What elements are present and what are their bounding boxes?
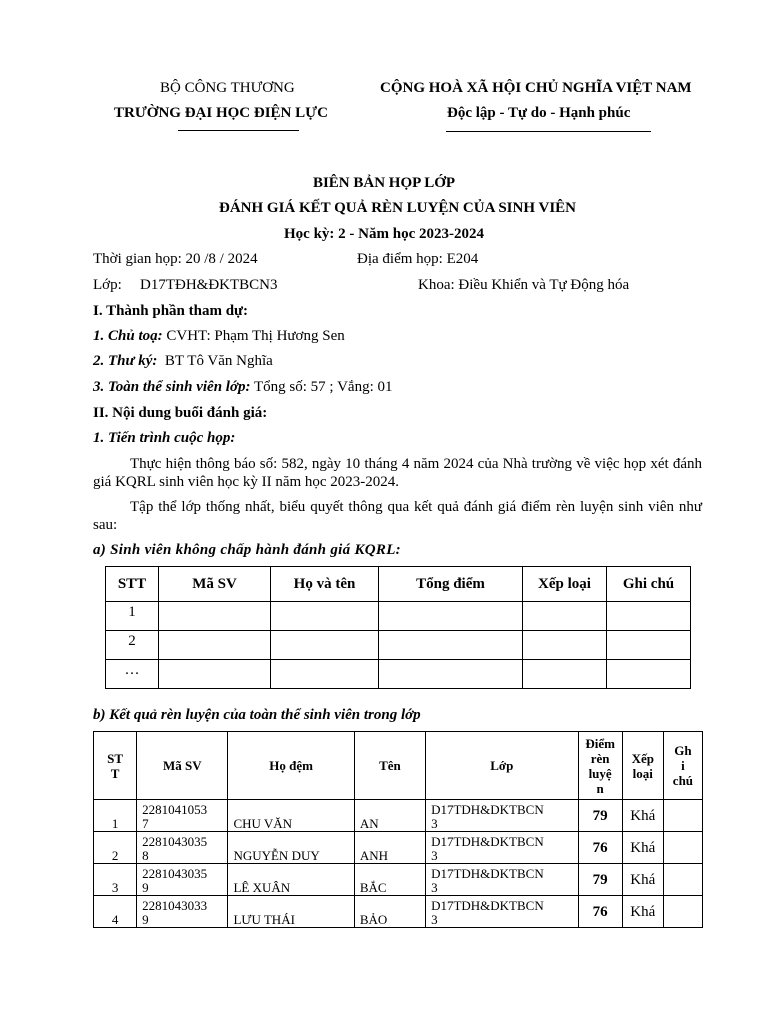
table-b-header: Họ đệm [228, 732, 354, 800]
students-label: 3. Toàn thể sinh viên lớp: [93, 379, 251, 395]
last-middle-name-cell: LÊ XUÂN [228, 864, 354, 896]
stt-cell: 2 [106, 631, 159, 660]
university-name: TRƯỜNG ĐẠI HỌC ĐIỆN LỰC [114, 105, 328, 121]
table-b-header: Tên [354, 732, 425, 800]
student-id-cell: 2281043035 8 [137, 832, 228, 864]
university-underline [178, 130, 299, 131]
table-a-header: Xếp loại [523, 567, 607, 602]
secretary-value: BT Tô Văn Nghĩa [157, 353, 273, 369]
last-middle-name-cell: CHU VĂN [228, 800, 354, 832]
table-a-header-row [106, 567, 691, 602]
nation-name: CỘNG HOÀ XÃ HỘI CHỦ NGHĨA VIỆT NAM [380, 80, 692, 96]
ministry-name: BỘ CÔNG THƯƠNG [160, 80, 295, 96]
stt-cell: 1 [106, 602, 159, 631]
rank-cell: Khá [622, 800, 663, 832]
meeting-time: Thời gian họp: 20 /8 / 2024 [93, 251, 258, 267]
stt-cell: 2 [94, 832, 137, 864]
section1-heading: I. Thành phần tham dự: [93, 303, 249, 319]
first-name-cell: ANH [354, 832, 425, 864]
table-a-header: Ghi chú [607, 567, 691, 602]
table-b-header: Mã SV [137, 732, 228, 800]
table-b-header: Xếp loại [622, 732, 663, 800]
note-cell [663, 800, 702, 832]
score-cell: 76 [578, 896, 622, 928]
table-row [94, 832, 703, 864]
meeting-location: Địa điểm họp: E204 [357, 251, 479, 267]
table-a-caption: a) Sinh viên không chấp hành đánh giá KQRL: [93, 542, 401, 558]
secretary-label: 2. Thư ký: [93, 353, 158, 369]
table-row [94, 896, 703, 928]
meeting-process-heading: 1. Tiến trình cuộc họp: [93, 430, 236, 446]
doc-term: Học kỳ: 2 - Năm học 2023-2024 [284, 226, 484, 242]
section2-heading: II. Nội dung buổi đánh giá: [93, 405, 268, 421]
chair-value: CVHT: Phạm Thị Hương Sen [162, 328, 345, 344]
stt-cell: 4 [94, 896, 137, 928]
table-row [94, 864, 703, 896]
table-a-header: Họ và tên [271, 567, 379, 602]
score-cell: 79 [578, 800, 622, 832]
first-name-cell: BẢO [354, 896, 425, 928]
class-cell: D17TDH&DKTBCN 3 [426, 896, 579, 928]
class-cell: D17TDH&DKTBCN 3 [426, 832, 579, 864]
last-middle-name-cell: LƯU THÁI [228, 896, 354, 928]
stt-cell: 3 [94, 864, 137, 896]
student-id-cell: 2281043033 9 [137, 896, 228, 928]
table-row [106, 602, 691, 631]
rank-cell: Khá [622, 896, 663, 928]
paragraph-notice: Thực hiện thông báo số: 582, ngày 10 tháng 4 năm 2024 của Nhà trường về việc họp xét đánh giá KQRL sinh viên học kỳ II năm học 2023-2024. [93, 456, 702, 490]
faculty: Khoa: Điều Khiển và Tự Động hóa [418, 277, 630, 293]
student-id-cell: 2281043035 9 [137, 864, 228, 896]
paragraph-vote: Tập thể lớp thống nhất, biểu quyết thông qua kết quả đánh giá điểm rèn luyện sinh viên như sau: [93, 499, 702, 533]
table-row [106, 660, 691, 689]
last-middle-name-cell: NGUYỄN DUY [228, 832, 354, 864]
score-cell: 79 [578, 864, 622, 896]
note-cell [663, 832, 702, 864]
first-name-cell: AN [354, 800, 425, 832]
doc-title: BIÊN BẢN HỌP LỚP [312, 175, 456, 191]
rank-cell: Khá [622, 864, 663, 896]
doc-subtitle: ĐÁNH GIÁ KẾT QUẢ RÈN LUYỆN CỦA SINH VIÊN [218, 200, 576, 216]
nation-motto: Độc lập - Tự do - Hạnh phúc [447, 105, 631, 121]
table-b-header: Gh i chú [663, 732, 702, 800]
student-id-cell: 2281041053 7 [137, 800, 228, 832]
table-a-header: STT [106, 567, 159, 602]
table-b-caption: b) Kết quả rèn luyện của toàn thể sinh viên trong lớp [93, 707, 421, 723]
chair-label: 1. Chủ toạ: [93, 328, 163, 344]
note-cell [663, 896, 702, 928]
secretary-line [93, 353, 273, 370]
students-value: Tổng số: 57 ; Vắng: 01 [250, 379, 393, 395]
score-cell: 76 [578, 832, 622, 864]
table-a-header: Tổng điểm [379, 567, 523, 602]
class-cell: D17TDH&DKTBCN 3 [426, 864, 579, 896]
noncompliant-students-table [105, 566, 691, 689]
table-row [106, 631, 691, 660]
stt-cell: … [106, 660, 159, 689]
table-a-header: Mã SV [159, 567, 271, 602]
chair-line [93, 328, 345, 345]
class-results-table [93, 731, 703, 928]
table-b-header: ST T [94, 732, 137, 800]
class-label: Lớp: [93, 277, 122, 293]
class-cell: D17TDH&DKTBCN 3 [426, 800, 579, 832]
students-line [93, 379, 392, 396]
table-row [94, 800, 703, 832]
table-b-header: Lớp [426, 732, 579, 800]
table-b-header: Điểm rèn luyệ n [578, 732, 622, 800]
stt-cell: 1 [94, 800, 137, 832]
note-cell [663, 864, 702, 896]
rank-cell: Khá [622, 832, 663, 864]
table-b-header-row [94, 732, 703, 800]
motto-underline [446, 131, 651, 132]
class-value: D17TĐH&ĐKTBCN3 [140, 277, 278, 293]
first-name-cell: BẮC [354, 864, 425, 896]
